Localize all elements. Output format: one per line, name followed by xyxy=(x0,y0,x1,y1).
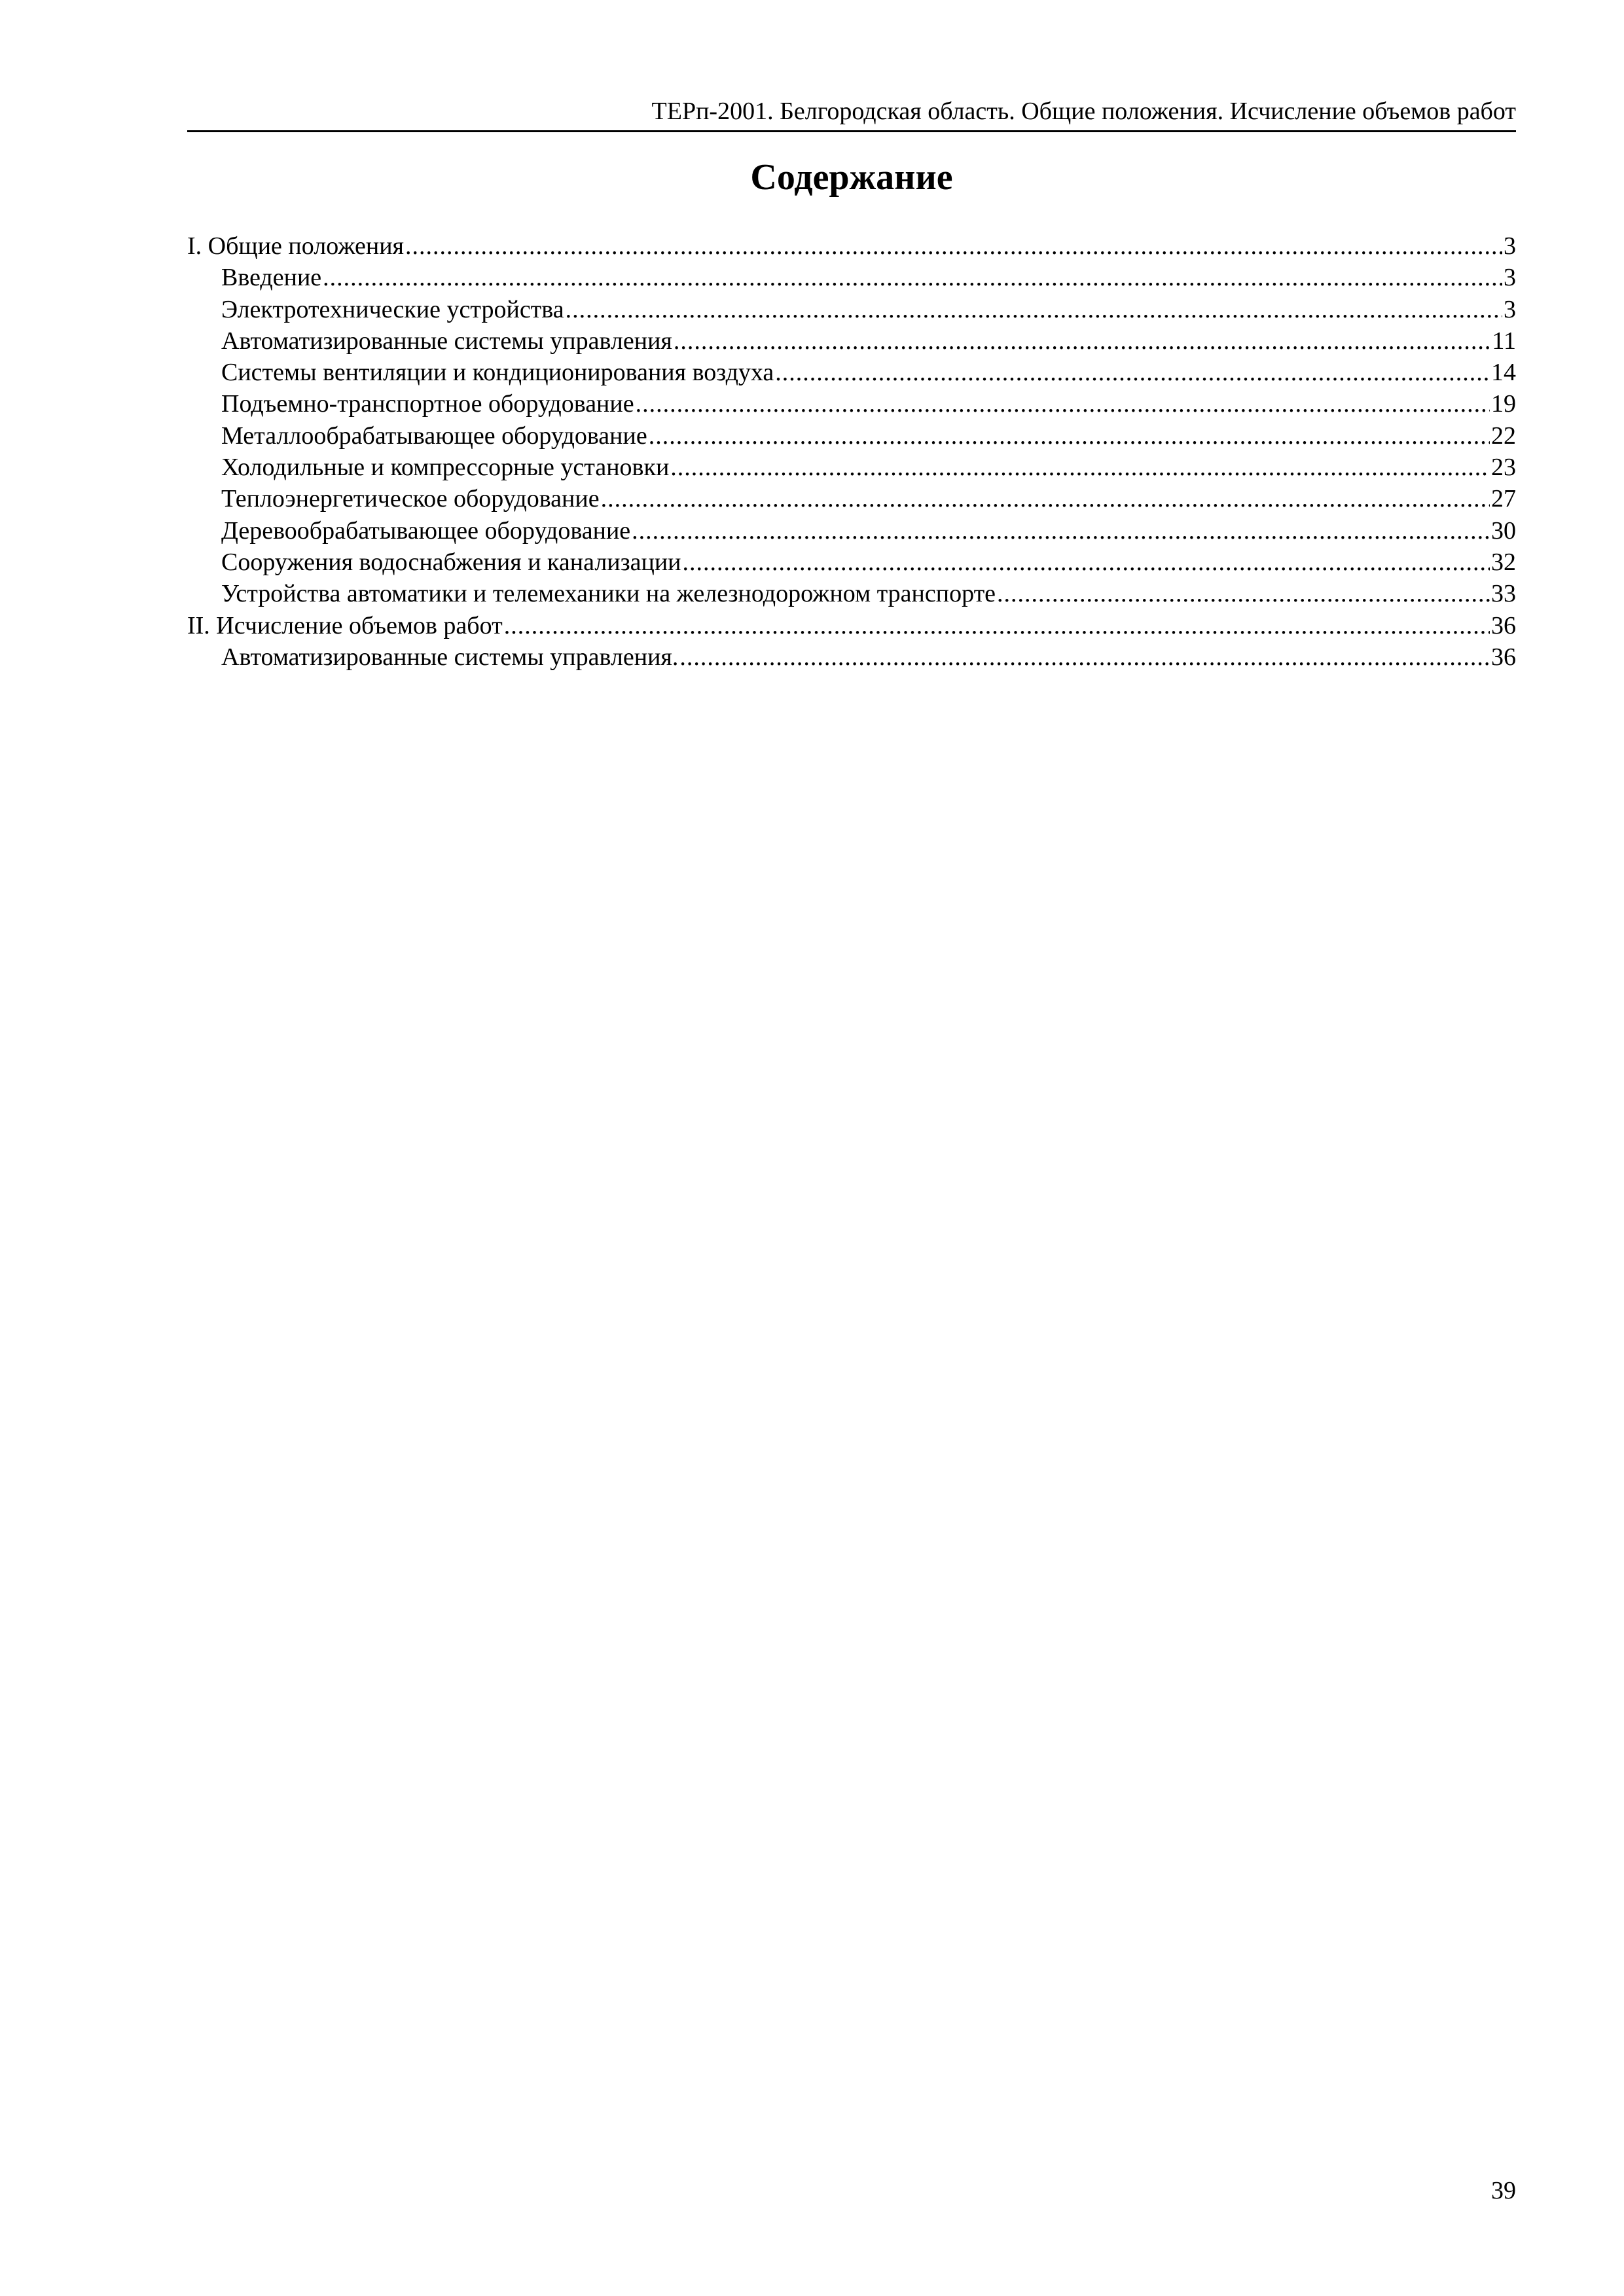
toc-dot-leader xyxy=(636,388,1490,420)
toc-entry-page: 36 xyxy=(1491,611,1516,639)
toc-entry-page: 3 xyxy=(1504,232,1516,260)
toc-dot-leader xyxy=(566,294,1502,325)
table-of-contents xyxy=(187,230,1516,673)
toc-entry-label: Подъемно-транспортное оборудование xyxy=(221,390,634,418)
toc-entry-page: 11 xyxy=(1492,327,1516,355)
toc-entry[interactable] xyxy=(187,325,1516,357)
toc-entry[interactable] xyxy=(187,610,1516,641)
toc-entry-label: Сооружения водоснабжения и канализации xyxy=(221,548,681,576)
toc-entry-page: 27 xyxy=(1491,485,1516,513)
header-rule xyxy=(187,130,1516,132)
toc-dot-leader xyxy=(323,262,1502,293)
toc-entry-label: Устройства автоматики и телемеханики на железнодорожном транспорте xyxy=(221,580,996,608)
toc-title: Содержание xyxy=(750,157,953,198)
toc-entry-label: Введение xyxy=(221,264,322,292)
toc-entry[interactable] xyxy=(187,515,1516,547)
toc-entry[interactable] xyxy=(187,452,1516,483)
toc-dot-leader xyxy=(683,547,1490,578)
toc-entry-page: 22 xyxy=(1491,422,1516,450)
toc-dot-leader xyxy=(775,357,1490,388)
toc-entry-label: Автоматизированные системы управления xyxy=(221,327,672,355)
toc-dot-leader xyxy=(405,230,1502,262)
toc-entry-page: 36 xyxy=(1491,643,1516,671)
toc-entry-label: Теплоэнергетическое оборудование xyxy=(221,485,600,513)
toc-entry[interactable] xyxy=(187,641,1516,673)
toc-entry[interactable] xyxy=(187,578,1516,609)
toc-dot-leader xyxy=(679,641,1490,673)
toc-dot-leader xyxy=(601,483,1490,514)
toc-entry-label: Холодильные и компрессорные установки xyxy=(221,454,670,482)
page-number: 39 xyxy=(1491,2177,1516,2204)
toc-dot-leader xyxy=(997,578,1490,609)
toc-entry[interactable] xyxy=(187,483,1516,514)
toc-entry-page: 3 xyxy=(1504,264,1516,292)
toc-entry-page: 23 xyxy=(1491,454,1516,482)
toc-entry-label: Электротехнические устройства xyxy=(221,295,564,323)
toc-dot-leader xyxy=(670,452,1490,483)
running-header: ТЕРп-2001. Белгородская область. Общие положения. Исчисление объемов работ xyxy=(651,98,1516,125)
toc-entry-label: I. Общие положения xyxy=(187,232,405,260)
toc-entry-page: 32 xyxy=(1491,548,1516,576)
toc-entry[interactable] xyxy=(187,230,1516,262)
toc-dot-leader xyxy=(649,420,1490,452)
toc-entry[interactable] xyxy=(187,262,1516,293)
toc-entry-label: Системы вентиляции и кондиционирования воздуха xyxy=(221,359,774,387)
toc-dot-leader xyxy=(504,610,1490,641)
toc-dot-leader xyxy=(632,515,1490,547)
toc-entry-label: II. Исчисление объемов работ xyxy=(187,611,503,639)
toc-entry-label: Автоматизированные системы управления. xyxy=(221,643,679,671)
toc-entry[interactable] xyxy=(187,420,1516,452)
toc-entry[interactable] xyxy=(187,294,1516,325)
toc-entry-page: 33 xyxy=(1491,580,1516,608)
toc-entry-page: 3 xyxy=(1504,295,1516,323)
toc-dot-leader xyxy=(674,325,1491,357)
toc-entry[interactable] xyxy=(187,388,1516,420)
toc-entry-page: 19 xyxy=(1491,390,1516,418)
toc-entry-page: 30 xyxy=(1491,516,1516,545)
toc-entry-label: Металлообрабатывающее оборудование xyxy=(221,422,647,450)
toc-entry-page: 14 xyxy=(1491,359,1516,387)
toc-entry-label: Деревообрабатывающее оборудование xyxy=(221,516,631,545)
toc-entry[interactable] xyxy=(187,547,1516,578)
toc-entry[interactable] xyxy=(187,357,1516,388)
